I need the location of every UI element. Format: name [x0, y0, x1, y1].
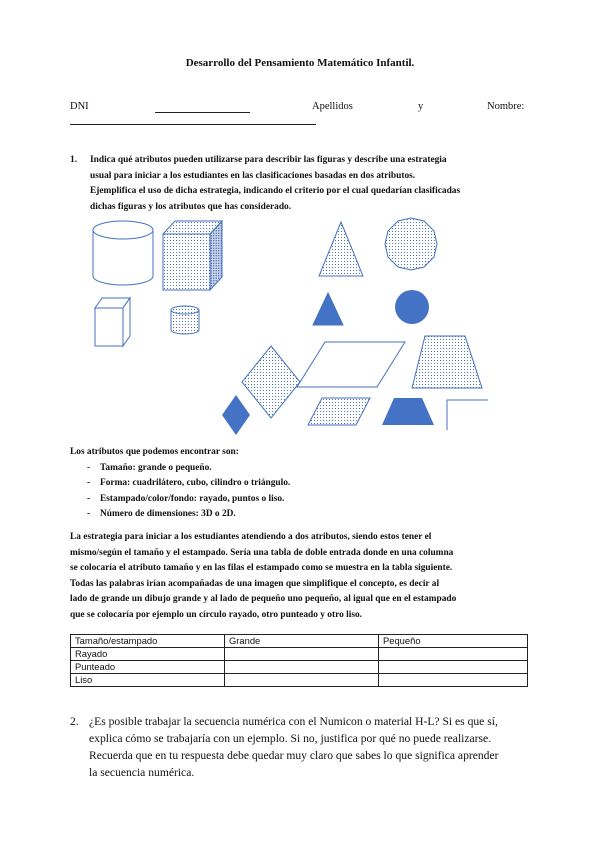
large-dotted-triangle-shape — [319, 222, 363, 276]
small-solid-trapezoid-shape — [382, 398, 434, 425]
q2-text — [89, 713, 539, 781]
q1-line: usual para iniciar a los estudiantes en las clasificaciones basadas en dos atributos. — [90, 170, 416, 181]
small-solid-circle-shape — [395, 290, 429, 324]
q2-line: la secuencia numérica. — [89, 766, 195, 779]
large-cylinder-shape — [93, 221, 153, 285]
small-cube-shape — [95, 298, 130, 346]
name-field-line[interactable] — [70, 124, 316, 125]
q2-line: Recuerda que en tu respuesta debe quedar muy claro que sabes lo que significa aprender — [89, 749, 499, 762]
table-header-cell: Tamaño/estampado — [71, 635, 225, 648]
strategy-paragraph — [70, 530, 535, 623]
attribute-item: - Forma: cuadrilátero, cubo, cilindro o triángulo. — [70, 476, 530, 492]
table-header-cell: Grande — [225, 635, 379, 648]
small-solid-rhombus-shape — [222, 395, 250, 435]
table-cell[interactable] — [379, 648, 528, 661]
dni-field-line[interactable] — [155, 112, 250, 113]
q2-number: 2. — [70, 715, 79, 728]
large-dotted-trapezoid-shape — [412, 336, 482, 388]
table-cell: Punteado — [71, 661, 225, 674]
table-row — [71, 661, 528, 674]
table-cell[interactable] — [225, 674, 379, 687]
table-cell[interactable] — [379, 674, 528, 687]
small-dotted-parallelogram-shape — [308, 398, 370, 425]
q2-line: explica cómo se trabajaría con un ejemplo. Si no, justifica por qué no puede realizarse. — [89, 732, 492, 745]
attributes-intro: Los atributos que podemos encontrar son: — [70, 447, 239, 457]
page-title: Desarrollo del Pensamiento Matemático Infantil. — [185, 57, 415, 69]
figures-illustration — [85, 212, 505, 442]
table-cell: Rayado — [71, 648, 225, 661]
large-dotted-decagon-shape — [385, 218, 437, 270]
strategy-line: se colocaría el atributo tamaño y en las filas el estampado como se muestra en la tabla siguiente. — [70, 563, 453, 573]
table-cell[interactable] — [379, 661, 528, 674]
classification-table — [70, 634, 528, 687]
strategy-line: La estrategia para iniciar a los estudiantes atendiendo a dos atributos, siendo estos tener el — [70, 532, 432, 542]
apellidos-label: Apellidos — [312, 101, 353, 112]
attribute-item: - Estampado/color/fondo: rayado, puntos o liso. — [70, 492, 530, 508]
large-dotted-cube-shape — [163, 221, 222, 290]
nombre-label: Nombre: — [487, 101, 525, 112]
strategy-line: lado de grande un dibujo grande y al lado de pequeño uno pequeño, al igual que en el estampado — [70, 594, 457, 604]
small-solid-triangle-shape — [313, 293, 343, 325]
q2-line: ¿Es posible trabajar la secuencia numérica con el Numicon o material H-L? Si es que sí, — [89, 715, 498, 728]
large-plain-parallelogram-shape — [297, 342, 405, 387]
strategy-line: que se colocaría por ejemplo un círculo rayado, otro punteado y otro liso. — [70, 609, 363, 620]
table-header-row — [71, 635, 528, 648]
large-dotted-rhombus-shape — [242, 346, 300, 418]
q1-number: 1. — [70, 155, 78, 165]
strategy-line: mismo/según el tamaño y el estampado. Sería una tabla de doble entrada donde en una columna — [70, 547, 454, 558]
table-cell[interactable] — [225, 648, 379, 661]
table-cell[interactable] — [225, 661, 379, 674]
corner-lines-shape — [447, 400, 488, 430]
q1-text — [90, 153, 530, 215]
strategy-line: Todas las palabras irían acompañadas de una imagen que simplifique el concepto, es decir al — [70, 578, 440, 589]
attribute-item: - Tamaño: grande o pequeño. — [70, 461, 530, 477]
q1-line: Indica qué atributos pueden utilizarse para describir las figuras y describe una estrategia — [90, 155, 447, 165]
attribute-item: - Número de dimensiones: 3D o 2D. — [70, 507, 530, 523]
dni-label: DNI — [70, 101, 89, 112]
y-label: y — [418, 101, 424, 112]
attributes-section — [70, 445, 530, 523]
small-dotted-cylinder-shape — [171, 306, 199, 334]
q1-line: dichas figuras y los atributos que has considerado. — [90, 201, 292, 212]
table-cell: Liso — [71, 674, 225, 687]
table-header-cell: Pequeño — [379, 635, 528, 648]
table-row — [71, 674, 528, 687]
q1-line: Ejemplifica el uso de dicha estrategia, indicando el criterio por el cual quedarían clasificadas — [90, 186, 461, 196]
table-row — [71, 648, 528, 661]
